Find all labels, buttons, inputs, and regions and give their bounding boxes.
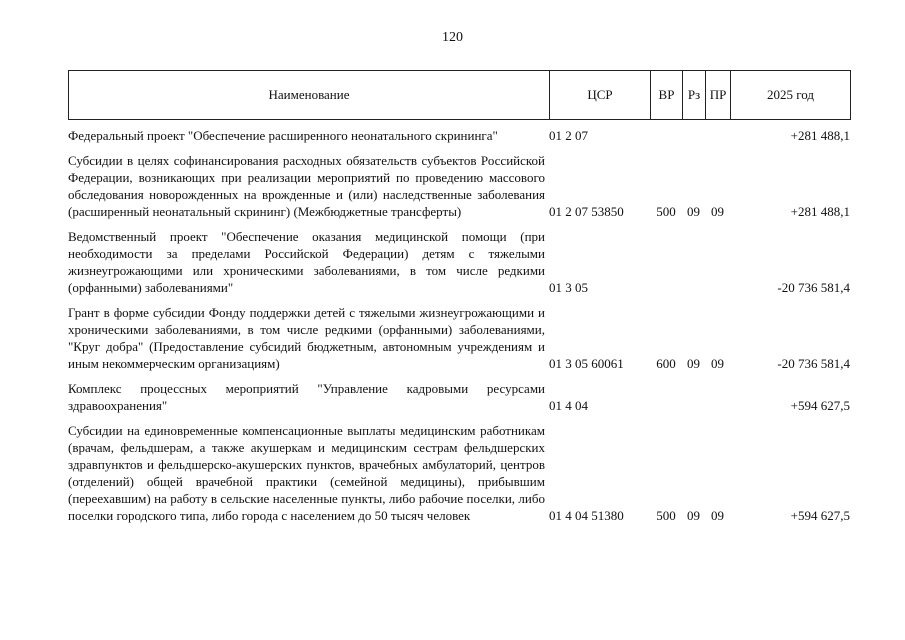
column-header-pr: ПР: [706, 71, 731, 120]
row-pr: [705, 380, 730, 414]
row-vr: [650, 127, 682, 144]
table-row: [68, 380, 850, 414]
row-vr: 500: [656, 508, 676, 523]
budget-table: [68, 127, 850, 524]
row-spacer-cell: [68, 220, 850, 228]
row-vr: [650, 380, 682, 414]
row-rz: [682, 127, 705, 144]
row-rz: [682, 380, 705, 414]
row-spacer: [68, 372, 850, 380]
row-pr: 09: [711, 204, 724, 219]
row-name: Ведомственный проект "Обеспечение оказания медицинской помощи (при необходимости за пределами Российской Федерации) детям с тяжелыми жизнеугрожающими или хроническими заболеваниями, в том числе редкими (орфанными) заболеваниями": [68, 229, 545, 295]
row-amount: +594 627,5: [790, 398, 850, 413]
column-header-year: 2025 год: [731, 71, 851, 120]
row-vr: [650, 228, 682, 296]
row-amount: -20 736 581,4: [777, 280, 850, 295]
row-amount: +281 488,1: [790, 204, 850, 219]
column-header-csr: ЦСР: [550, 71, 651, 120]
row-vr: 600: [656, 356, 676, 371]
row-amount: +281 488,1: [790, 128, 850, 143]
row-rz: 09: [687, 204, 700, 219]
row-amount: -20 736 581,4: [777, 356, 850, 371]
row-csr: 01 2 07 53850: [549, 204, 624, 219]
table-row: [68, 304, 850, 372]
row-spacer: [68, 414, 850, 422]
table-row: [68, 152, 850, 220]
row-rz: 09: [687, 508, 700, 523]
row-pr: 09: [711, 508, 724, 523]
table-row: [68, 127, 850, 144]
row-name: Субсидии на единовременные компенсационные выплаты медицинским работникам (врачам, фельдшерам, а также акушеркам и медицинским сестрам фельдшерских здравпунктов и фельдшерско-акушерских пунктов, врачебных амбулаторий, центров (отделений) общей врачебной практики (семейной медицины), прибывшим (переехавшим) на работу в сельские населенные пункты, либо рабочие поселки, либо поселки городского типа, либо города с населением до 50 тысяч человек: [68, 423, 545, 523]
row-pr: [705, 127, 730, 144]
row-rz: [682, 228, 705, 296]
row-name: Федеральный проект "Обеспечение расширенного неонатального скрининга": [68, 128, 498, 143]
row-rz: 09: [687, 356, 700, 371]
row-name: Грант в форме субсидии Фонду поддержки детей с тяжелыми жизнеугрожающими и хроническими заболеваниями, в том числе редкими (орфанными) заболеваниями, "Круг добра" (Предоставление субсидий бюджетным, автономным учреждениям и иным некоммерческим организациям): [68, 305, 545, 371]
row-csr: 01 3 05 60061: [549, 356, 624, 371]
row-name: Субсидии в целях софинансирования расходных обязательств субъектов Российской Федерации, возникающих при реализации мероприятий по проведению массового обследования новорожденных на врожденные и (или) наследственные заболевания (расширенный неонатальный скрининг) (Межбюджетные трансферты): [68, 153, 545, 219]
row-spacer-cell: [68, 414, 850, 422]
table-body: [68, 127, 850, 524]
column-header-rz: Рз: [683, 71, 706, 120]
row-spacer-cell: [68, 296, 850, 304]
row-vr: 500: [656, 204, 676, 219]
column-header-vr: ВР: [651, 71, 683, 120]
row-pr: [705, 228, 730, 296]
table-row: [68, 228, 850, 296]
row-spacer: [68, 296, 850, 304]
row-csr: 01 4 04: [549, 398, 588, 413]
column-header-name: Наименование: [69, 71, 550, 120]
row-csr: 01 2 07: [549, 128, 588, 143]
table-header: [68, 70, 851, 120]
row-spacer: [68, 220, 850, 228]
row-spacer: [68, 144, 850, 152]
row-amount: +594 627,5: [790, 508, 850, 523]
row-spacer-cell: [68, 144, 850, 152]
row-pr: 09: [711, 356, 724, 371]
table-row: [68, 422, 850, 524]
row-name: Комплекс процессных мероприятий "Управление кадровыми ресурсами здравоохранения": [68, 381, 545, 413]
row-csr: 01 3 05: [549, 280, 588, 295]
page-number: 120: [442, 30, 463, 45]
row-spacer-cell: [68, 372, 850, 380]
row-csr: 01 4 04 51380: [549, 508, 624, 523]
